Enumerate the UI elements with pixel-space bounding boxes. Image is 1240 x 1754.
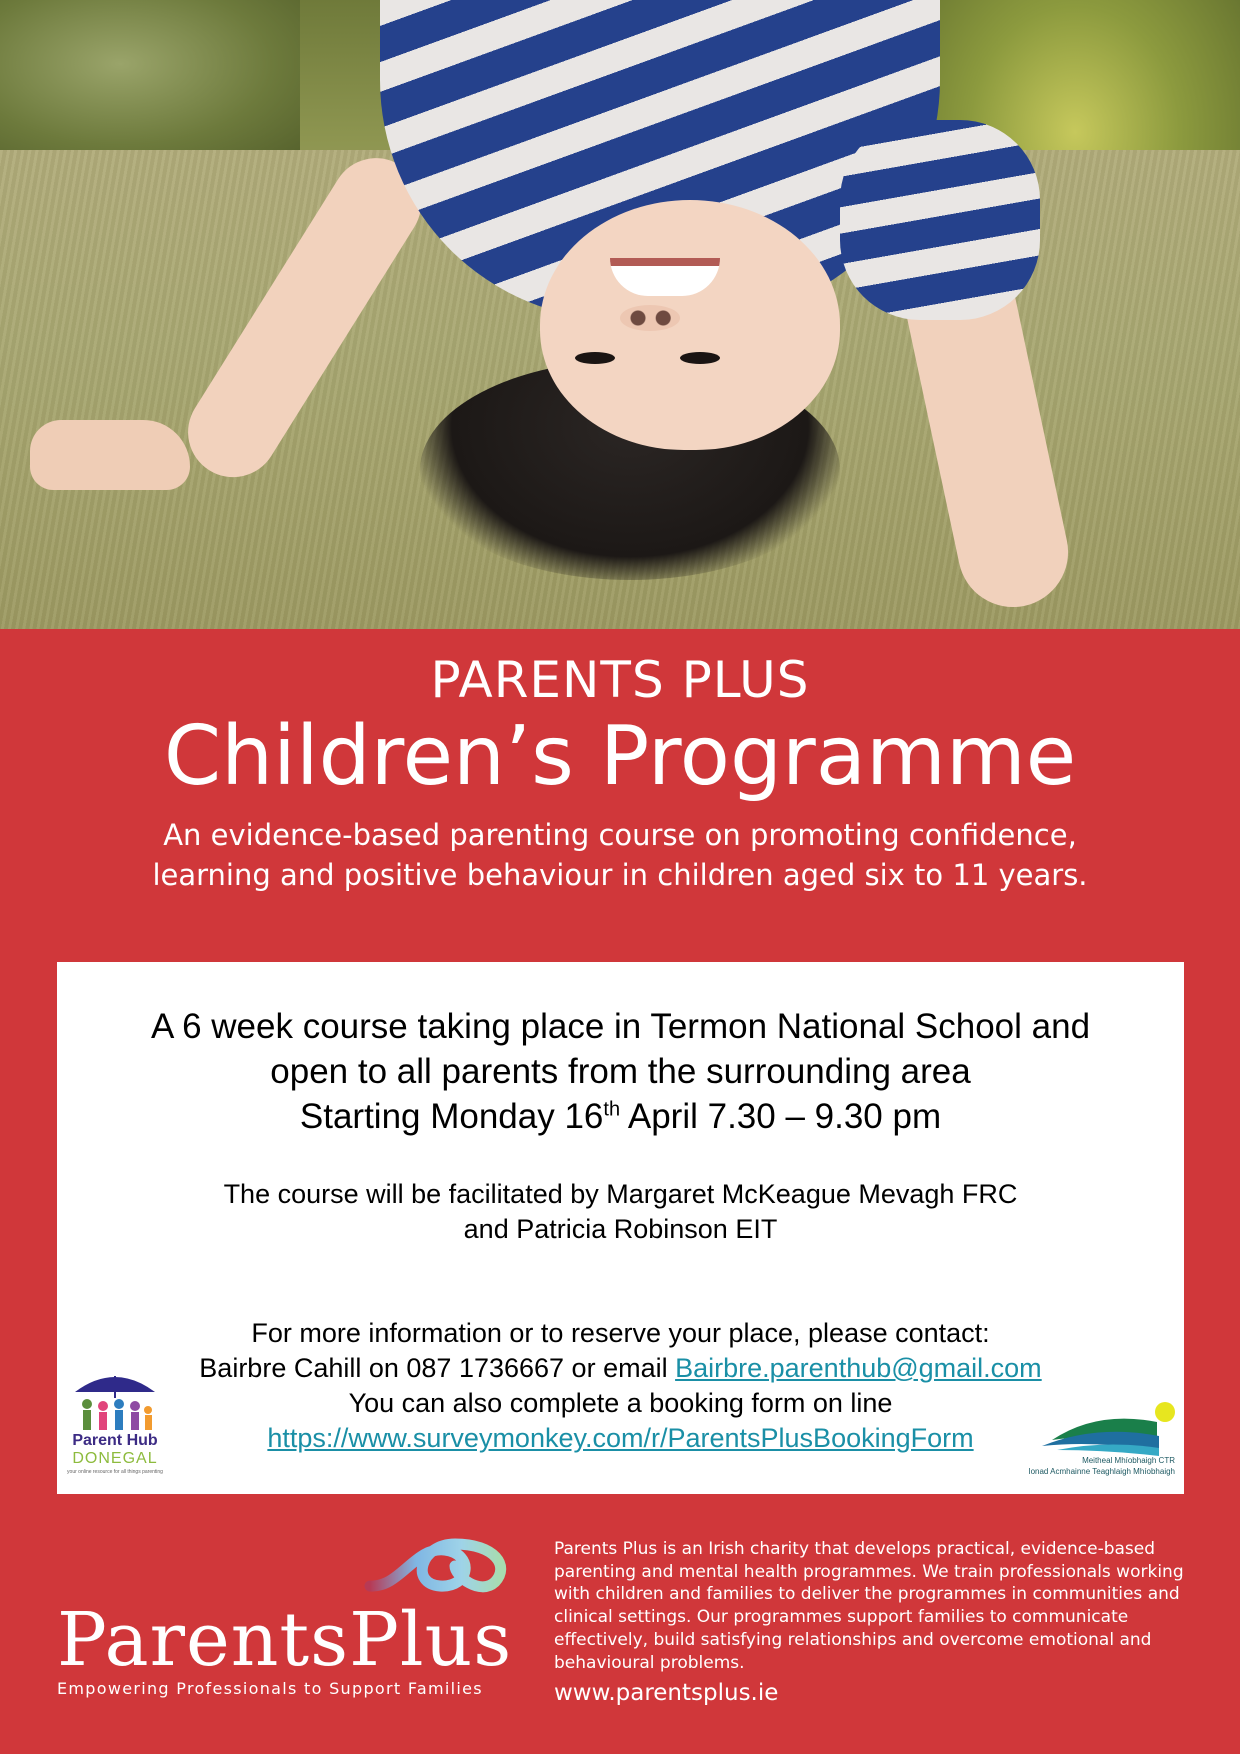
hub-brand: Parent Hub [72,1432,158,1449]
striped-sleeve [840,120,1040,320]
website-link[interactable]: www.parentsplus.ie [554,1680,779,1706]
child-eye-left [575,352,615,364]
mevagh-ctr-logo [1027,1400,1177,1490]
page-title: Children’s Programme [163,709,1077,804]
contact-phone-text: Bairbre Cahill on 087 1736667 or email [199,1353,676,1383]
course-line-1: A 6 week course taking place in Termon National School and [150,1007,1091,1046]
facilitator-line-1: The course will be facilitated by Margaret McKeague Mevagh FRC [223,1179,1018,1209]
course-start-text: Starting Monday 16 [299,1097,604,1136]
hub-county: DONEGAL [72,1450,158,1467]
ctr-name-1: Meitheal Mhíobhaigh CTR [1082,1456,1175,1465]
contact-info [57,1316,1184,1456]
contact-line-2 [57,1351,1184,1386]
infinity-logo-icon [360,1536,520,1600]
parents-plus-logo [57,1536,517,1706]
child-eye-right [680,352,720,364]
email-link[interactable]: Bairbre.parenthub@gmail.com [675,1353,1042,1383]
parents-plus-strapline: Empowering Professionals to Support Families [57,1679,483,1698]
parent-hub-donegal-logo [65,1368,165,1478]
booking-line [57,1421,1184,1456]
contact-line-1: For more information or to reserve your place, please contact: [251,1318,990,1348]
facilitators [57,1177,1184,1247]
info-panel [57,962,1184,1494]
hub-tagline: your online resource for all things parenting [67,1469,163,1475]
wave-sun-icon [1027,1400,1177,1456]
background-trees [0,0,300,160]
subtitle: An evidence-based parenting course on promoting confidence, learning and positive behaviour in children aged six to 11 years. [152,818,1088,892]
booking-form-link[interactable]: https://www.surveymonkey.com/r/ParentsPlusBookingForm [267,1423,974,1453]
child-left-hand [30,420,190,490]
kicker: PARENTS PLUS [430,651,810,709]
parents-plus-wordmark: ParentsPlus [57,1597,513,1683]
child-nose [620,305,680,331]
hero-photo [0,0,1240,629]
facilitator-line-2: and Patricia Robinson EIT [463,1214,778,1244]
contact-line-3: You can also complete a booking form on line [348,1388,893,1418]
course-details [57,1004,1184,1139]
course-line-3 [57,1094,1184,1139]
ctr-name-2: Ionad Acmhainne Teaghlaigh Mhíobhaigh [1028,1467,1175,1476]
child-face [540,200,840,450]
course-line-2: open to all parents from the surrounding area [270,1052,971,1091]
umbrella-family-icon [65,1368,165,1434]
course-time-text: April 7.30 – 9.30 pm [620,1097,942,1136]
about-text: Parents Plus is an Irish charity that develops practical, evidence-based parenting and mental health programmes. We train professionals working with children and families to deliver the programmes in communities and clinical settings. Our programmes support families to communicate effectively, build satisfying relationships and overcome emotional and behavioural problems. [554,1539,1184,1673]
date-suffix: th [603,1098,621,1121]
